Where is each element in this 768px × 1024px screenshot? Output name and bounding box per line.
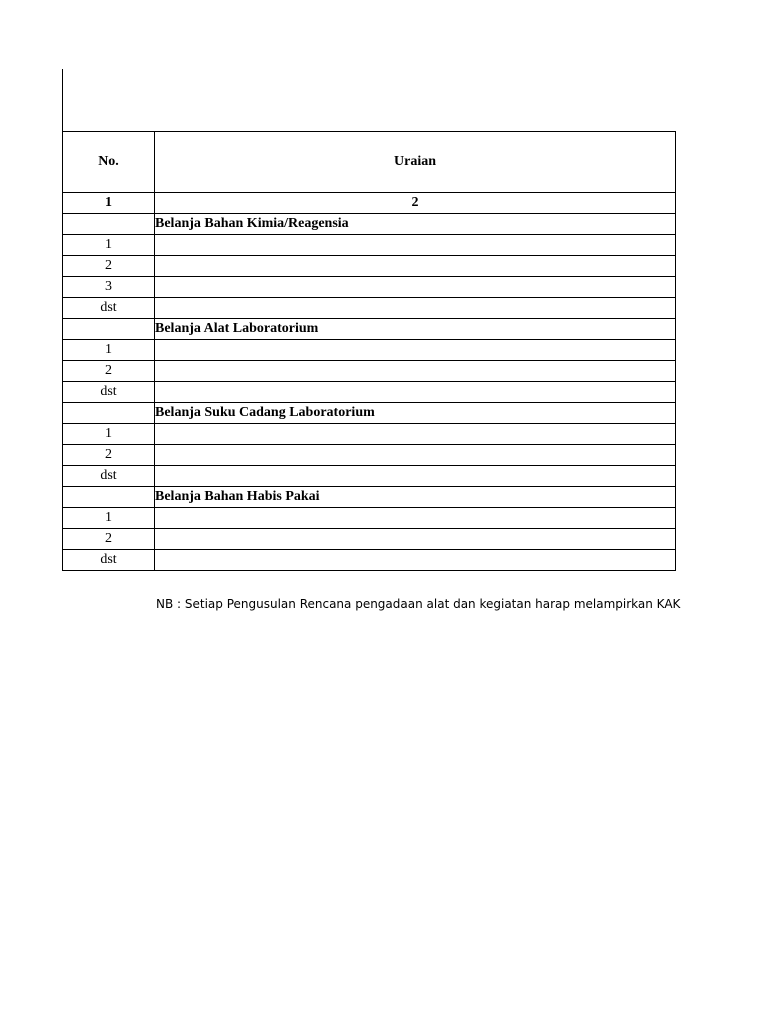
header-no: No.: [63, 132, 155, 193]
cell-description: [155, 424, 676, 445]
procurement-table: [62, 131, 676, 571]
column-number-no: 1: [63, 193, 155, 214]
table-row: [63, 382, 676, 403]
table-row: [63, 340, 676, 361]
table-row: [63, 466, 676, 487]
section-title: Belanja Bahan Habis Pakai: [155, 487, 676, 508]
cell-no: 3: [63, 277, 155, 298]
cell-description: [155, 235, 676, 256]
cell-no: [63, 214, 155, 235]
left-border-line: [62, 69, 63, 132]
section-title: Belanja Alat Laboratorium: [155, 319, 676, 340]
cell-description: [155, 445, 676, 466]
column-number-row: [63, 193, 676, 214]
cell-description: [155, 382, 676, 403]
cell-description: [155, 340, 676, 361]
table-row: [63, 277, 676, 298]
cell-description: [155, 298, 676, 319]
section-row: [63, 319, 676, 340]
cell-no: [63, 319, 155, 340]
section-row: [63, 403, 676, 424]
cell-no: dst: [63, 466, 155, 487]
table-row: [63, 529, 676, 550]
table-row: [63, 508, 676, 529]
table-row: [63, 256, 676, 277]
cell-no: 2: [63, 445, 155, 466]
cell-description: [155, 277, 676, 298]
section-title: Belanja Suku Cadang Laboratorium: [155, 403, 676, 424]
cell-description: [155, 361, 676, 382]
cell-no: 2: [63, 529, 155, 550]
column-number-description: 2: [155, 193, 676, 214]
cell-description: [155, 466, 676, 487]
cell-no: 1: [63, 424, 155, 445]
table-header-row: [63, 132, 676, 193]
table-row: [63, 445, 676, 466]
cell-description: [155, 508, 676, 529]
cell-no: 1: [63, 340, 155, 361]
cell-no: dst: [63, 550, 155, 571]
cell-description: [155, 529, 676, 550]
cell-no: [63, 403, 155, 424]
table-row: [63, 298, 676, 319]
table-row: [63, 235, 676, 256]
footnote: NB : Setiap Pengusulan Rencana pengadaan alat dan kegiatan harap melampirkan KAK: [156, 597, 681, 611]
section-title: Belanja Bahan Kimia/Reagensia: [155, 214, 676, 235]
section-row: [63, 214, 676, 235]
section-row: [63, 487, 676, 508]
cell-no: dst: [63, 382, 155, 403]
cell-description: [155, 550, 676, 571]
cell-no: 1: [63, 508, 155, 529]
table-row: [63, 424, 676, 445]
cell-no: 1: [63, 235, 155, 256]
cell-no: [63, 487, 155, 508]
header-description: Uraian: [155, 132, 676, 193]
table-row: [63, 550, 676, 571]
cell-description: [155, 256, 676, 277]
cell-no: dst: [63, 298, 155, 319]
cell-no: 2: [63, 361, 155, 382]
table-row: [63, 361, 676, 382]
cell-no: 2: [63, 256, 155, 277]
table-body: [63, 193, 676, 571]
